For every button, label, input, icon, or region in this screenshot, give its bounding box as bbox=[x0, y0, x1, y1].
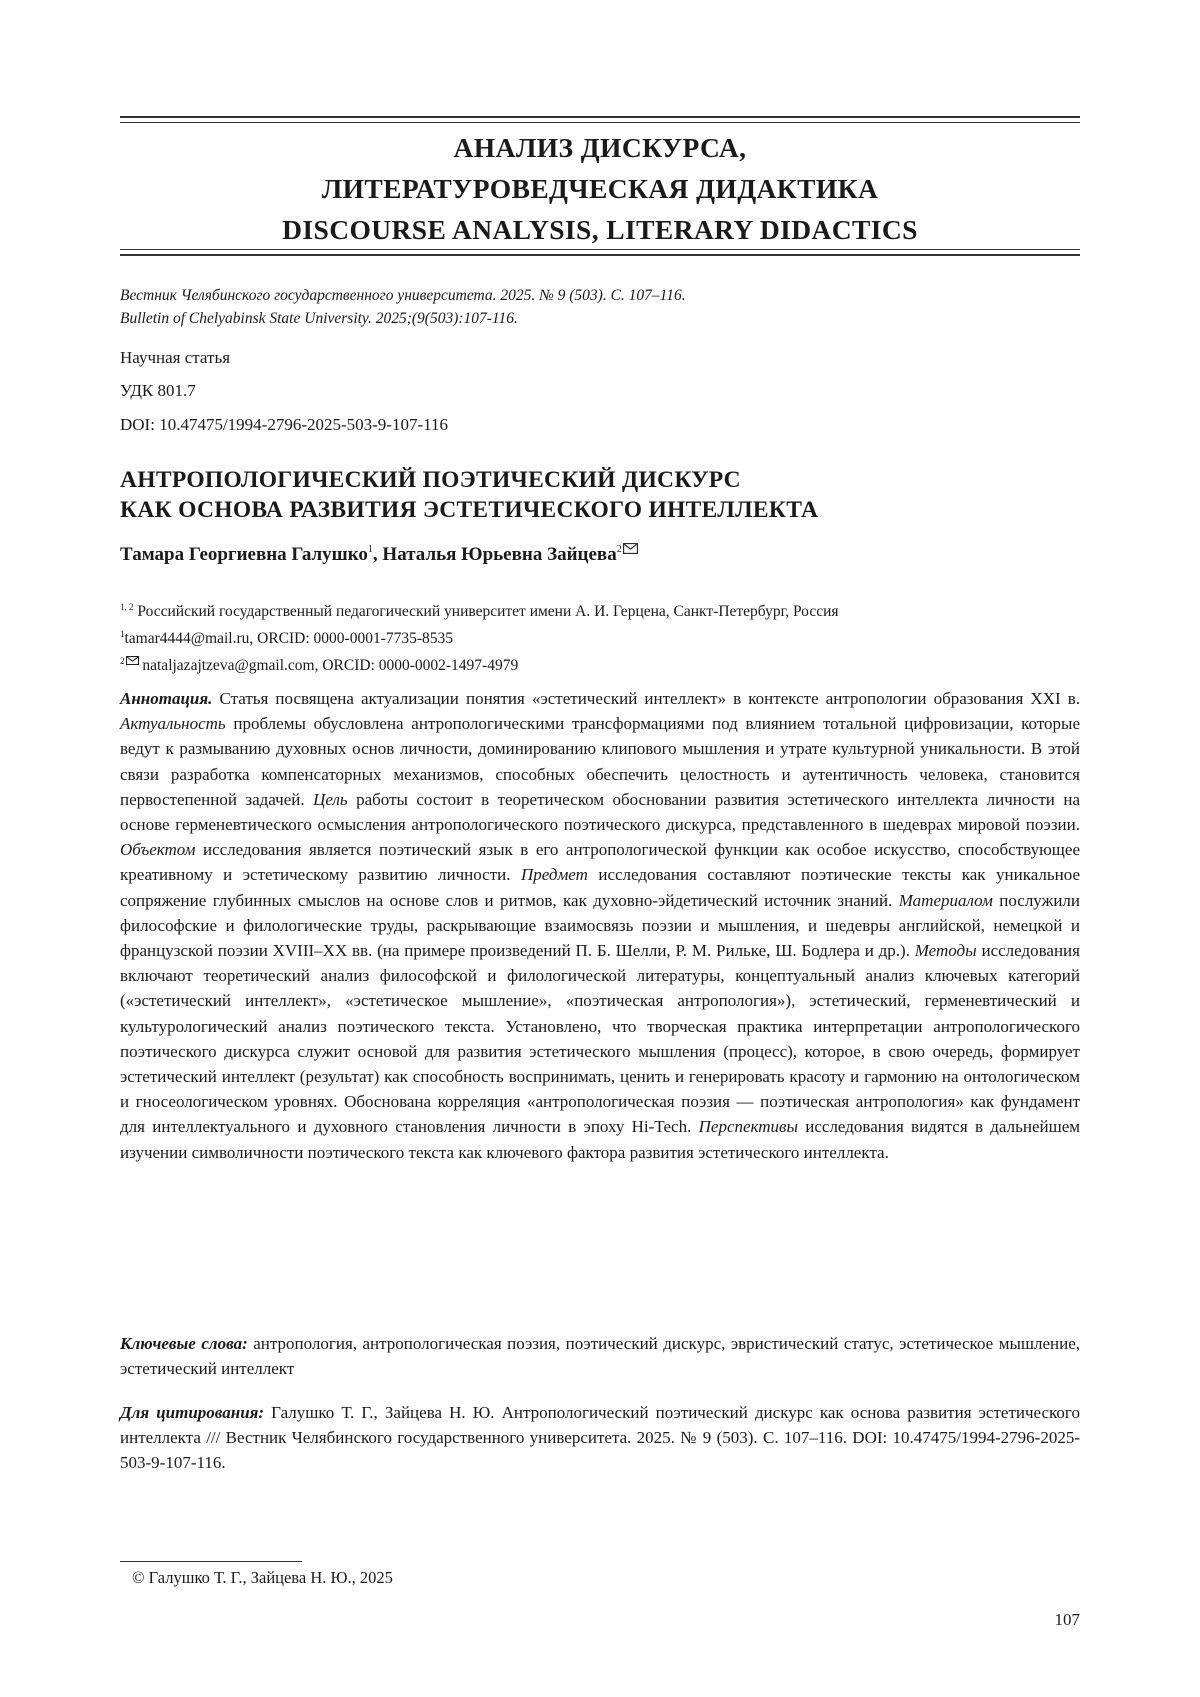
affiliation-contact-1 bbox=[120, 623, 453, 650]
section-heading-line-1: АНАЛИЗ ДИСКУРСА, bbox=[453, 132, 747, 163]
affiliation-organization bbox=[120, 596, 839, 623]
journal-reference-en: Bulletin of Chelyabinsk State University. 2025;(9(503):107-116. bbox=[120, 310, 518, 327]
keywords-label: Ключевые слова: bbox=[120, 1334, 248, 1353]
abstract-text: работы состоит в теоретическом обосновании развития эстетического интеллекта личности на основе герменевтического осмысления антропологического поэтического дискурса, представленного в шедеврах мировой поэзии. bbox=[120, 789, 1080, 835]
section-heading-line-2: ЛИТЕРАТУРОВЕДЧЕСКАЯ ДИДАКТИКА bbox=[321, 173, 879, 204]
journal-reference bbox=[120, 284, 686, 330]
section-heading bbox=[120, 127, 1080, 250]
article-page bbox=[120, 0, 1080, 1697]
envelope-icon bbox=[623, 536, 638, 562]
article-title-line-1: АНТРОПОЛОГИЧЕСКИЙ ПОЭТИЧЕСКИЙ ДИСКУРС bbox=[120, 467, 741, 493]
abstract-text: проблемы обусловлена антропологическими трансформациями под влиянием тотальной цифровизации, которые ведут к размыванию духовных основ личности, доминированию клипового мышления и утрате культурной уникальности. В этой связи разработка компенсаторных механизмов, способных обеспечить целостность и аутентичность человека, становится первостепенной задачей. bbox=[120, 714, 1080, 809]
abstract bbox=[120, 686, 1080, 1165]
affiliation-mark: 1, 2 bbox=[120, 602, 134, 612]
abstract-term-object: Объектом bbox=[120, 840, 196, 860]
header-bottom-double-rule bbox=[120, 249, 1080, 256]
abstract-term-methods: Методы bbox=[914, 941, 977, 961]
abstract-text: исследования видятся в дальнейшем изучении символичности поэтического текста как ключевого фактора развития эстетического интеллекта. bbox=[120, 1117, 1080, 1162]
abstract-term-relevance: Актуальность bbox=[120, 714, 226, 734]
abstract-text: послужили философские и филологические труды, раскрывающие взаимосвязь поэзии и мышления, и шедевры английской, немецкой и французской поэзии XVIII–XX вв. (на примере произведений П. Б. Шелли, Р. М. Рильке, Ш. Бодлера и др.). bbox=[120, 890, 1080, 961]
abstract-term-goal: Цель bbox=[313, 789, 348, 809]
udk-code: УДК 801.7 bbox=[120, 381, 196, 400]
author-2: Наталья Юрьевна Зайцева bbox=[382, 544, 617, 565]
contact-2-mark: 2 bbox=[120, 656, 125, 666]
abstract-term-subject: Предмет bbox=[520, 865, 588, 885]
article-title bbox=[120, 465, 818, 525]
abstract-term-material: Материалом bbox=[898, 890, 993, 910]
abstract-text: исследования включают теоретический анализ философской и филологической литературы, концептуальный анализ ключевых категорий («эстетический интеллект», «эстетическое мышление», «поэтическая антропология»), эстетический, герменевтический и культурологический анализ поэтического текста. Установлено, что творческая практика интерпретации антропологического поэтического дискурса служит основой для развития эстетического мышления (процесс), которое, в свою очередь, формирует эстетический интеллект (результат) как способность воспринимать, ценить и генерировать красоту и гармонию на онтологическом и гносеологическом уровнях. Обоснована корреляция «антропологическая поэзия — поэтическая антропология» как фундамент для интеллектуального и духовного становления личности в эпоху Hi-Tech. bbox=[120, 941, 1080, 1137]
abstract-text: исследования составляют поэтические тексты как уникальное сопряжение глубинных смыслов на основе слов и ритмов, как духовно-эйдетический источник знаний. bbox=[120, 865, 1080, 910]
organization-name: Российский государственный педагогический университет имени А. И. Герцена, Санкт-Петербург, Россия bbox=[137, 603, 839, 620]
article-title-line-2: КАК ОСНОВА РАЗВИТИЯ ЭСТЕТИЧЕСКОГО ИНТЕЛЛЕКТА bbox=[120, 497, 819, 523]
abstract-text: Статья посвящена актуализации понятия «эстетический интеллект» в контексте антропологии образования XXI в. bbox=[212, 689, 1080, 708]
section-heading-line-3: DISCOURSE ANALYSIS, LITERARY DIDACTICS bbox=[282, 214, 918, 245]
keywords bbox=[120, 1331, 1080, 1381]
authors-line bbox=[120, 536, 638, 568]
abstract-term-prospects: Перспективы bbox=[698, 1117, 798, 1137]
citation-text: Галушко Т. Г., Зайцева Н. Ю. Антропологический поэтический дискурс как основа развития эстетического интеллекта /// Вестник Челябинского государственного университета. 2025. № 9 (503). С. 107–116. DOI: 10.47475/1994-2796-2025-503-9-107-116. bbox=[120, 1403, 1080, 1473]
author-2-affiliation-mark: 2 bbox=[616, 544, 622, 555]
abstract-text: исследования является поэтический язык в его антропологической функции как особое искусство, способствующее креативному и эстетическому развитию личности. bbox=[120, 840, 1080, 885]
article-type: Научная статья bbox=[120, 348, 231, 367]
abstract-label: Аннотация. bbox=[120, 689, 213, 708]
citation bbox=[120, 1400, 1080, 1476]
copyright-notice: © Галушко Т. Г., Зайцева Н. Ю., 2025 bbox=[132, 1568, 393, 1587]
contact-1-mark: 1 bbox=[120, 629, 125, 639]
author-1-affiliation-mark: 1 bbox=[367, 544, 373, 555]
contact-1-email-orcid: tamar4444@mail.ru, ORCID: 0000-0001-7735-8535 bbox=[124, 630, 454, 647]
page-number: 107 bbox=[1054, 1610, 1080, 1629]
keywords-text: антропология, антропологическая поэзия, поэтический дискурс, эвристический статус, эстетическое мышление, эстетический интеллект bbox=[120, 1334, 1080, 1379]
contact-2-email-orcid: nataljazajtzeva@gmail.com, ORCID: 0000-0002-1497-4979 bbox=[142, 657, 519, 674]
citation-label: Для цитирования: bbox=[120, 1403, 265, 1422]
author-separator: , bbox=[372, 544, 383, 565]
journal-reference-ru: Вестник Челябинского государственного университета. 2025. № 9 (503). С. 107–116. bbox=[120, 287, 686, 304]
doi: DOI: 10.47475/1994-2796-2025-503-9-107-116 bbox=[120, 415, 448, 434]
affiliation-contact-2 bbox=[120, 650, 518, 677]
envelope-icon bbox=[126, 650, 139, 672]
footnote-divider bbox=[120, 1561, 302, 1562]
header-top-double-rule bbox=[120, 116, 1080, 123]
author-1: Тамара Георгиевна Галушко bbox=[120, 544, 368, 565]
